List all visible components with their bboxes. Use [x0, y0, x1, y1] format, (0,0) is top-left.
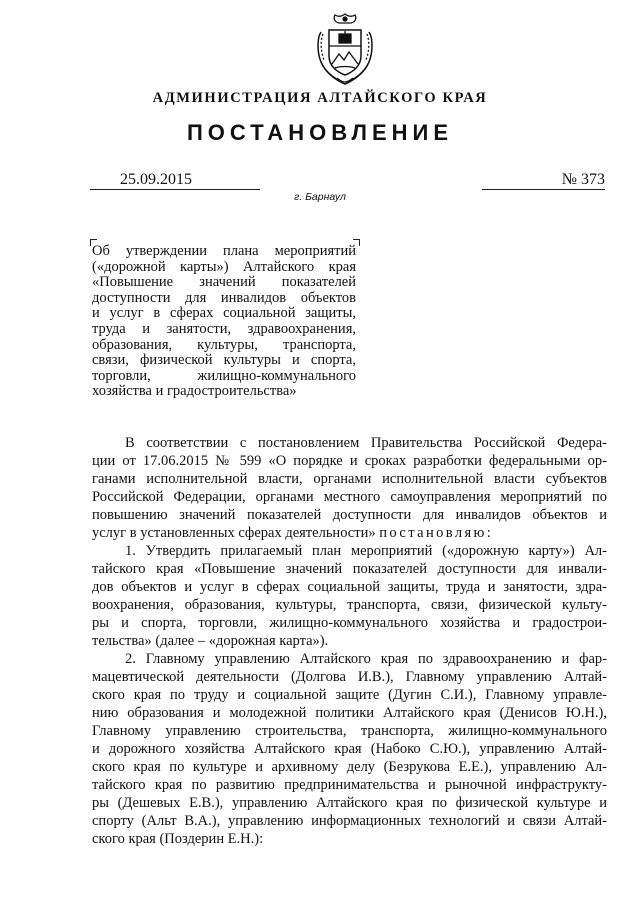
paragraph-2-line: мацевтической деятельности (Долгова И.В.), Главному управлению Алтай-	[92, 669, 607, 685]
paragraph-1-line: тайского края «Повышение значений показателей доступности для инвали-	[92, 561, 607, 577]
document-subject	[92, 244, 356, 400]
subject-line: доступности для инвалидов объектов	[92, 289, 356, 306]
preamble-line: ганами исполнительной власти, органами исполнительной власти субъектов	[92, 471, 607, 487]
paragraph-1-line: 1. Утвердить прилагаемый план мероприятий («дорожную карту») Ал-	[125, 543, 607, 559]
altai-coat-of-arms-icon	[313, 12, 377, 86]
paragraph-2-line: и дорожного хозяйства Алтайского края (Набоко С.Ю.), управлению Алтай-	[92, 741, 607, 757]
paragraph-2-line: ского края по культуре и архивному делу (Безрукова Е.Е.), управлению Ал-	[92, 759, 607, 775]
subject-line: связи, физической культуры и спорта,	[92, 352, 356, 369]
paragraph-2-line: спорту (Альт В.А.), управлению информационных технологий и связи Алтай-	[92, 813, 607, 829]
subject-line: образования, культуры, транспорта,	[92, 336, 356, 353]
organization-name: АДМИНИСТРАЦИЯ АЛТАЙСКОГО КРАЯ	[152, 90, 488, 106]
paragraph-2-line: Главному управлению строительства, транспорта, жилищно-коммунального	[92, 723, 607, 739]
paragraph-2-line: нию образования и молодежной политики Алтайского края (Денисов Ю.Н.),	[92, 705, 607, 721]
paragraph-1-line: воохранения, образования, культуры, транспорта, связи, физической культу-	[92, 597, 607, 613]
preamble-line: повышению значений показателей доступности для инвалидов объектов и	[92, 507, 607, 523]
paragraph-1-line: ры и спорта, торговли, жилищно-коммунального хозяйства и градострои-	[92, 615, 607, 631]
preamble-line-text: услуг в установленных сферах деятельности»	[92, 525, 376, 541]
paragraph-1-line: тельства» (далее – «дорожная карта»).	[92, 633, 329, 649]
preamble-line: В соответствии с постановлением Правительства Российской Федера-	[125, 435, 607, 451]
paragraph-2-line: ры (Дешевых Е.В.), управлению Алтайского края по физической культуре и	[92, 795, 607, 811]
preamble-line: ции от 17.06.2015 № 599 «О порядке и сроках разработки федеральными ор-	[92, 453, 607, 469]
document-date: 25.09.2015	[90, 171, 260, 190]
subject-line: хозяйства и градостроительства»	[92, 383, 297, 400]
paragraph-2-line: ского края по труду и социальной защите (Дугин С.И.), Главному управле-	[92, 687, 607, 703]
document-body	[92, 434, 607, 848]
subject-line: и услуг в сферах социальной защиты,	[92, 305, 356, 322]
preamble-line: Российской Федерации, органами местного самоуправления мероприятий по	[92, 489, 607, 505]
paragraph-2-line: тайского края по развитию предпринимательства и рыночной инфраструкту-	[92, 777, 607, 793]
preamble-last-line	[92, 524, 607, 542]
subject-line: торговли, жилищно-коммунального	[92, 367, 356, 384]
subject-line: Об утверждении плана мероприятий	[92, 243, 356, 259]
subject-line: («дорожной карты») Алтайского края	[92, 258, 356, 275]
subject-line: «Повышение значений показателей	[92, 274, 356, 291]
document-type: ПОСТАНОВЛЕНИЕ	[186, 120, 454, 145]
document-number: № 373	[482, 171, 605, 190]
subject-line: труда и занятости, здравоохранения,	[92, 320, 356, 337]
paragraph-1-line: дов объектов и услуг в сферах социальной защиты, труда и занятости, здра-	[92, 579, 607, 595]
document-city: г. Барнаул	[294, 191, 346, 203]
paragraph-2-line: 2. Главному управлению Алтайского края по здравоохранению и фар-	[125, 651, 607, 667]
resolution-keyword: постановляю:	[379, 525, 494, 541]
paragraph-2-line: ского края (Поздерин Е.Н.):	[92, 831, 264, 847]
